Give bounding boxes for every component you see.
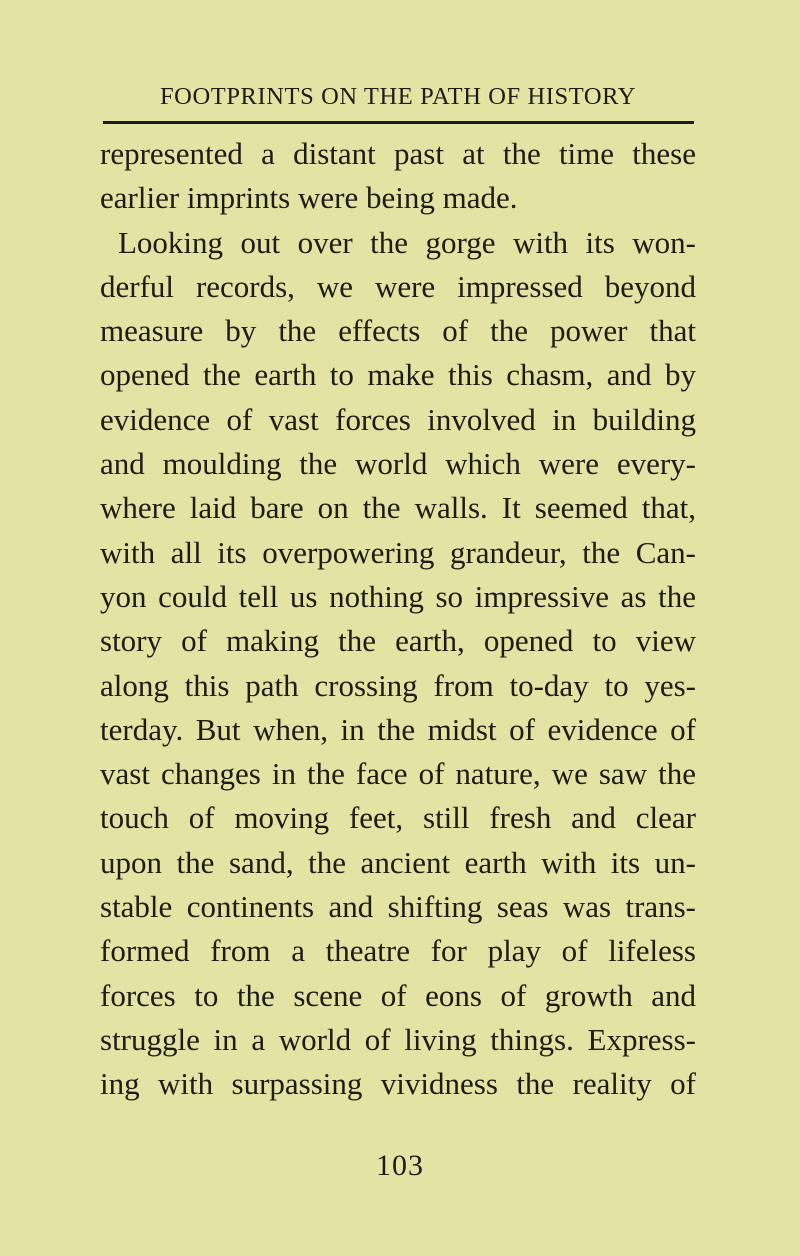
text-line: vast changes in the face of nature, we saw the (100, 756, 696, 792)
text-line: Looking out over the gorge with its won- (118, 224, 696, 260)
text-line: evidence of vast forces involved in building (100, 401, 696, 437)
text-line: ing with surpassing vividness the reality of (100, 1066, 696, 1102)
text-line: touch of moving feet, still fresh and clear (100, 800, 696, 836)
text-line: yon could tell us nothing so impressive as the (100, 578, 696, 614)
text-line: story of making the earth, opened to view (100, 623, 696, 659)
text-line: struggle in a world of living things. Express- (100, 1021, 696, 1057)
text-line: formed from a theatre for play of lifeless (100, 933, 696, 969)
page-number: 103 (376, 1149, 424, 1182)
text-line: forces to the scene of eons of growth and (100, 977, 696, 1013)
text-line: earlier imprints were being made. (100, 180, 518, 216)
text-line: where laid bare on the walls. It seemed that, (100, 490, 696, 526)
body-text (100, 132, 696, 1107)
text-line: along this path crossing from to-day to yes- (100, 667, 696, 703)
text-line: represented a distant past at the time these (100, 136, 696, 171)
text-line: derful records, we were impressed beyond (100, 268, 696, 304)
text-line: upon the sand, the ancient earth with its un- (100, 844, 696, 880)
text-line: terday. But when, in the midst of evidence of (100, 711, 696, 747)
text-line: opened the earth to make this chasm, and by (100, 357, 696, 393)
text-line: and moulding the world which were every- (100, 446, 696, 482)
running-head: FOOTPRINTS ON THE PATH OF HISTORY (159, 83, 637, 110)
text-line: measure by the effects of the power that (100, 313, 696, 349)
text-line: with all its overpowering grandeur, the Can- (100, 534, 696, 570)
header-rule (103, 121, 694, 124)
text-line: stable continents and shifting seas was trans- (100, 889, 696, 925)
